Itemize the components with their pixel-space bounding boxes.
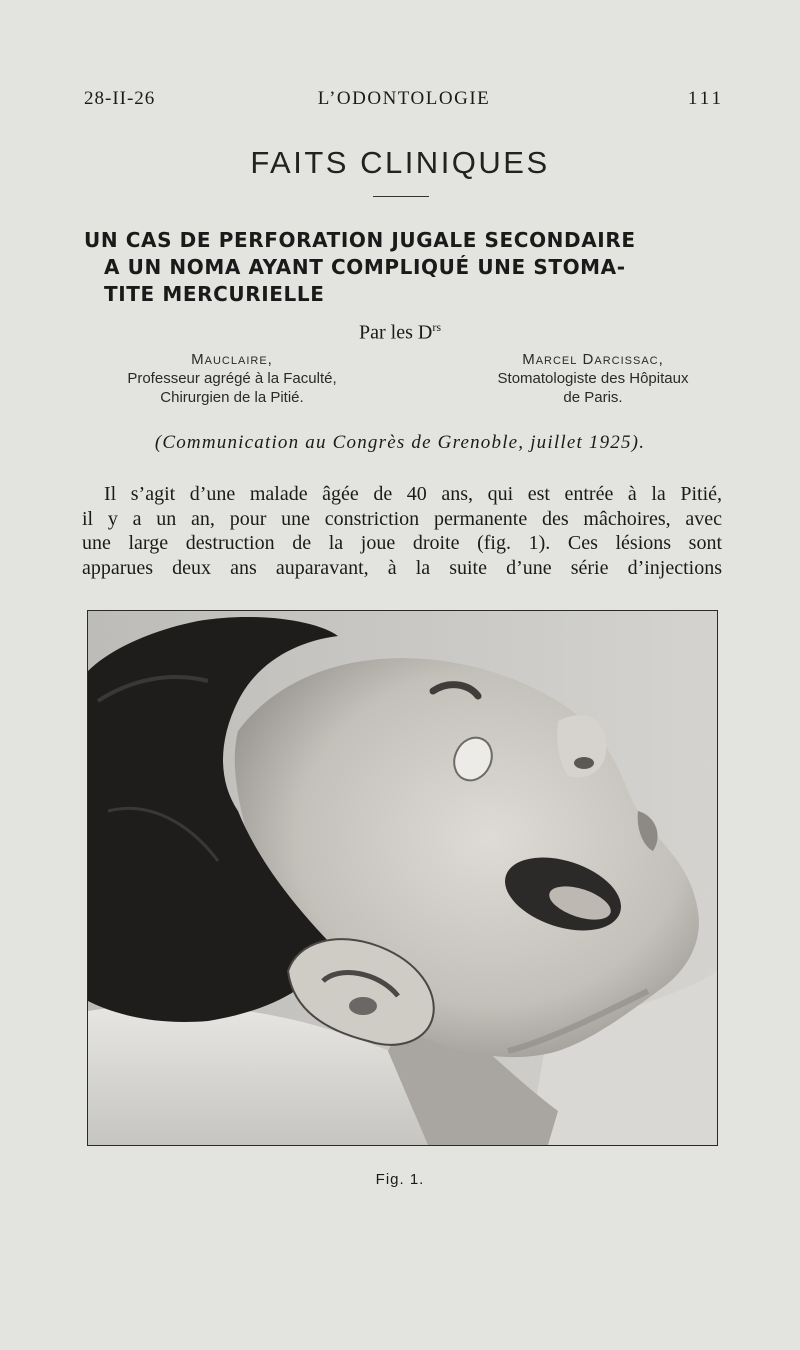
article-title-line: UN CAS DE PERFORATION JUGALE SECONDAIRE <box>84 228 636 252</box>
body-line: apparues deux ans auparavant, à la suite d’une série d’injections <box>82 556 722 579</box>
author-name: Mauclaire, <box>191 351 273 368</box>
article-title <box>84 227 734 308</box>
title-divider <box>373 196 429 197</box>
communication-note: (Communication au Congrès de Grenoble, juillet 1925). <box>154 432 646 453</box>
section-title: FAITS CLINIQUES <box>250 145 550 180</box>
journal-name: L’ODONTOLOGIE <box>317 88 491 109</box>
body-line: il y a un an, pour une constriction permanente des mâchoires, avec <box>82 507 722 530</box>
body-line: Il s’agit d’une malade âgée de 40 ans, qui est entrée à la Pitié, <box>104 483 722 505</box>
author-affiliation: Stomatologiste des Hôpitaux <box>497 370 689 387</box>
clinical-photograph <box>87 610 718 1146</box>
article-title-line: A UN NOMA AYANT COMPLIQUÉ UNE STOMA- <box>104 255 626 279</box>
page-number: 111 <box>687 88 724 109</box>
issue-date: 28-II-26 <box>84 88 156 109</box>
author-affiliation: Chirurgien de la Pitié. <box>160 389 304 406</box>
body-line: une large destruction de la joue droite (fig. 1). Ces lésions sont <box>82 532 722 554</box>
running-head <box>84 88 724 112</box>
article-title-line: TITE MERCURIELLE <box>104 282 325 306</box>
byline-prefix: Par les D <box>359 321 433 344</box>
byline <box>0 320 800 345</box>
author-affiliation: Professeur agrégé à la Faculté, <box>127 370 337 387</box>
author-name: Marcel Darcissac, <box>522 351 664 368</box>
body-paragraph <box>82 482 722 580</box>
figure-caption: Fig. 1. <box>375 1171 425 1188</box>
byline-superscript: rs <box>432 320 441 334</box>
author-block-mauclaire <box>82 350 382 407</box>
author-block-darcissac <box>443 350 743 407</box>
author-affiliation: de Paris. <box>563 389 623 406</box>
